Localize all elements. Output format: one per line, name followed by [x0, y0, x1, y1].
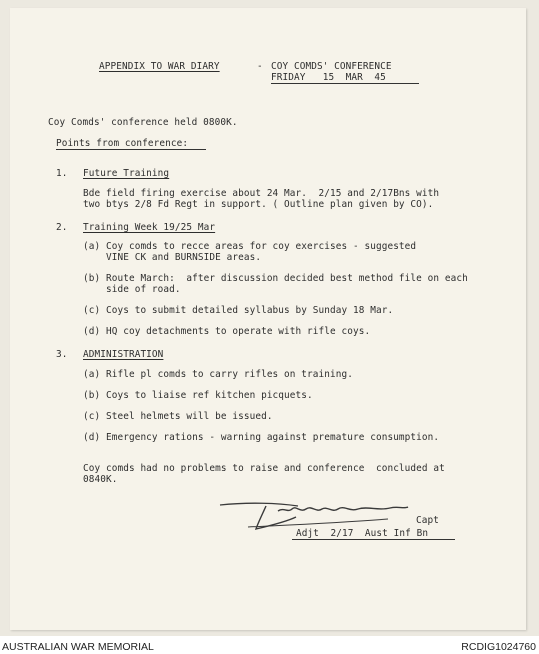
section-3-number: 3. [56, 349, 68, 360]
signature-underline [292, 539, 455, 540]
header-dash: - [257, 61, 263, 72]
appendix-title: APPENDIX TO WAR DIARY [99, 61, 220, 72]
section-2-title: Training Week 19/25 Mar [83, 222, 216, 233]
section-1-line-2: two btys 2/8 Fd Regt in support. ( Outline plan given by CO). [83, 199, 434, 210]
section-2-item-a-line-1: (a) Coy comds to recce areas for coy exercises - suggested [83, 241, 417, 252]
section-2-item-b-line-1: (b) Route March: after discussion decided best method file on each [83, 273, 468, 284]
section-1-title: Future Training [83, 168, 170, 179]
section-3-item-a: (a) Rifle pl comds to carry rifles on training. [83, 369, 353, 380]
section-3-title: ADMINISTRATION [83, 349, 164, 360]
section-3-item-c: (c) Steel helmets will be issued. [83, 411, 273, 422]
footer-catalogue-id: RCDIG1024760 [461, 641, 536, 653]
points-heading-underline [56, 149, 206, 150]
closing-line-1: Coy comds had no problems to raise and conference concluded at [83, 463, 445, 474]
conference-date: FRIDAY 15 MAR 45 [271, 72, 386, 83]
signature-appointment: Adjt 2/17 Aust Inf Bn [296, 528, 429, 539]
section-1-line-1: Bde field firing exercise about 24 Mar. 2/15 and 2/17Bns with [83, 188, 440, 199]
intro-line: Coy Comds' conference held 0800K. [48, 117, 238, 128]
section-1-number: 1. [56, 168, 68, 179]
section-3-item-d: (d) Emergency rations - warning against premature consumption. [83, 432, 440, 443]
points-heading: Points from conference: [56, 138, 189, 149]
footer-credit: AUSTRALIAN WAR MEMORIAL [2, 641, 154, 653]
conference-title: COY COMDS' CONFERENCE [271, 61, 392, 72]
section-2-item-d: (d) HQ coy detachments to operate with rifle coys. [83, 326, 371, 337]
section-2-item-c: (c) Coys to submit detailed syllabus by Sunday 18 Mar. [83, 305, 394, 316]
section-2-number: 2. [56, 222, 68, 233]
section-3-item-b: (b) Coys to liaise ref kitchen picquets. [83, 390, 313, 401]
section-2-item-a-line-2: VINE CK and BURNSIDE areas. [83, 252, 262, 263]
section-2-item-b-line-2: side of road. [83, 284, 181, 295]
signature-rank: Capt [416, 515, 439, 526]
closing-line-2: 0840K. [83, 474, 118, 485]
date-underline [271, 83, 419, 84]
